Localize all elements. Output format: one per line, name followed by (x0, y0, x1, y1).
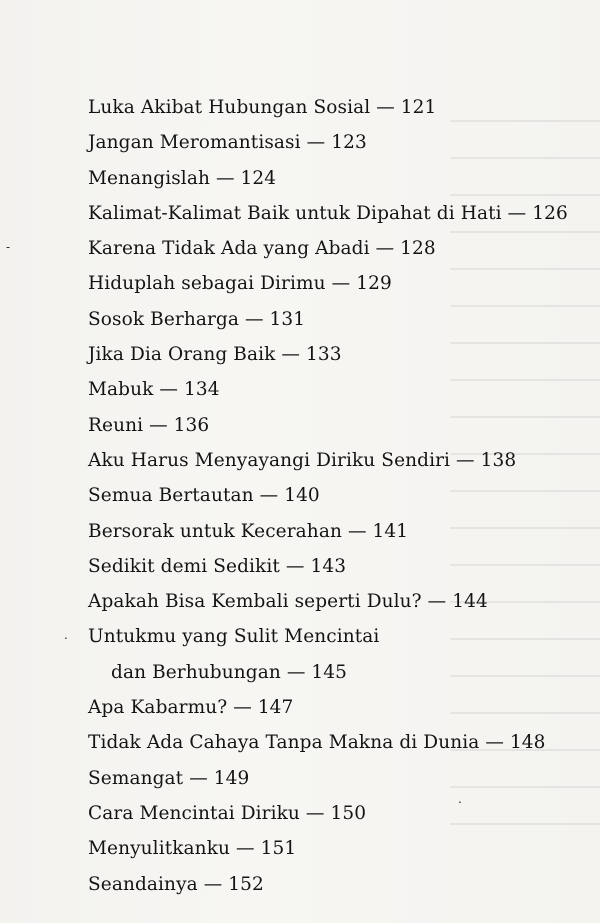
toc-entry: Luka Akibat Hubungan Sosial — 121 (88, 97, 437, 118)
toc-entry: Seandainya — 152 (88, 873, 264, 895)
toc-entry: Bersorak untuk Kecerahan — 141 (88, 520, 409, 542)
toc-entry: Untukmu yang Sulit Mencintai (88, 626, 380, 648)
toc-entry: Menangislah — 124 (88, 167, 277, 189)
toc-entry: Jika Dia Orang Baik — 133 (88, 344, 342, 366)
toc-entry: Jangan Meromantisasi — 123 (88, 132, 367, 154)
toc-entry: Semangat — 149 (88, 767, 250, 789)
toc-entry: Cara Mencintai Diriku — 150 (88, 802, 367, 824)
toc-entry: Tidak Ada Cahaya Tanpa Makna di Dunia — 148 (88, 732, 546, 754)
page-speck: . (458, 792, 462, 806)
toc-entry: Menyulitkanku — 151 (88, 838, 297, 860)
table-of-contents (88, 90, 588, 902)
toc-entry: Kalimat-Kalimat Baik untuk Dipahat di Hati — 126 (88, 202, 568, 224)
toc-entry: Apakah Bisa Kembali seperti Dulu? — 144 (88, 591, 488, 613)
toc-entry: Hiduplah sebagai Dirimu — 129 (88, 273, 392, 295)
page-speck: . (64, 628, 68, 642)
toc-entry: Karena Tidak Ada yang Abadi — 128 (88, 238, 436, 260)
toc-entry: Semua Bertautan — 140 (88, 485, 320, 507)
toc-entry: Sedikit demi Sedikit — 143 (88, 555, 347, 577)
toc-entry: Sosok Berharga — 131 (88, 308, 306, 330)
page-speck: - (6, 240, 11, 254)
toc-entry: Apa Kabarmu? — 147 (88, 697, 294, 719)
toc-entry-continuation: dan Berhubungan — 145 (111, 661, 348, 683)
toc-entry: Aku Harus Menyayangi Diriku Sendiri — 138 (88, 449, 517, 471)
toc-entry: Reuni — 136 (88, 414, 210, 436)
toc-entry: Mabuk — 134 (88, 379, 220, 401)
